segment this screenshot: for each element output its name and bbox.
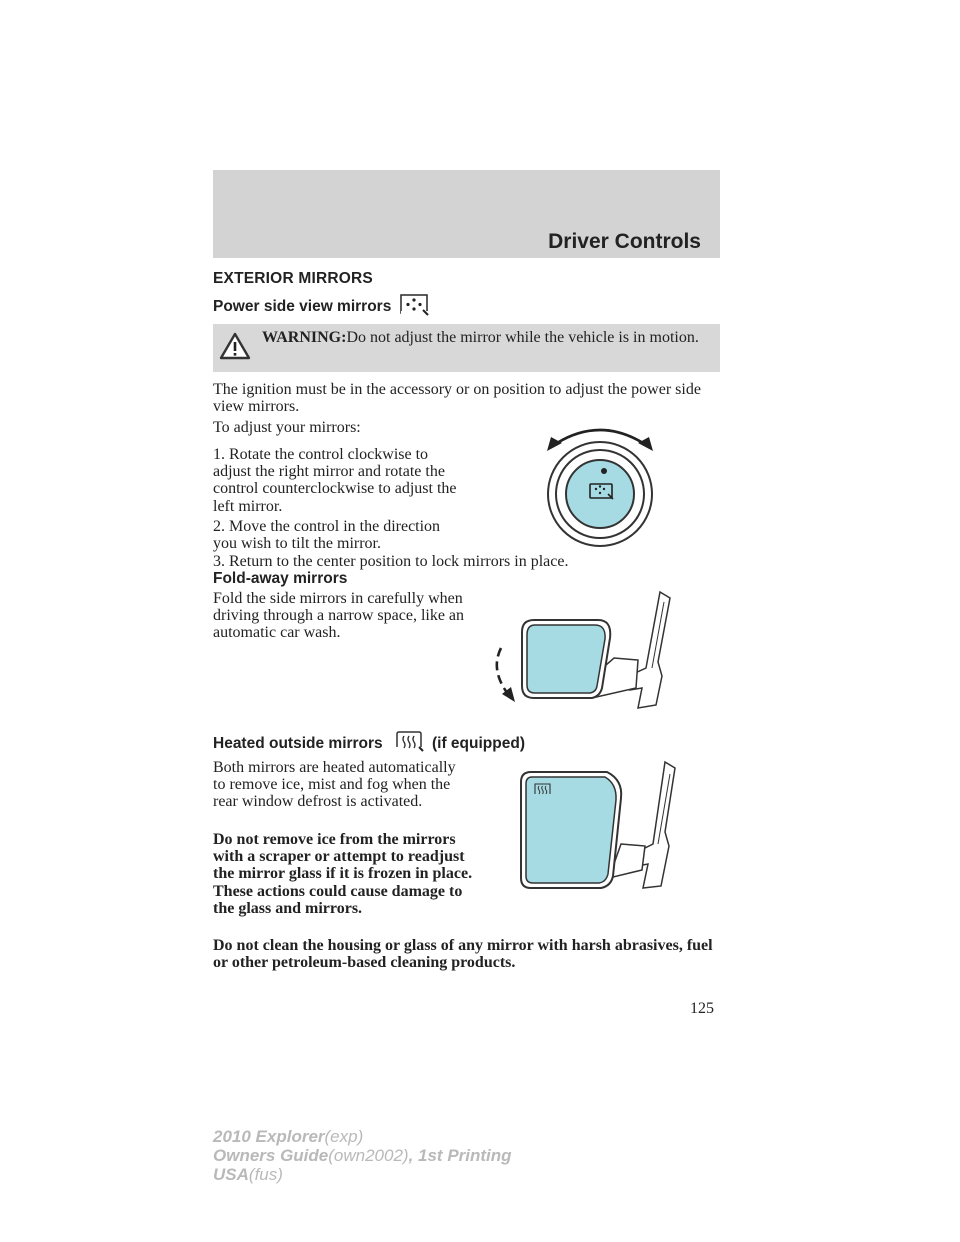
- fold-away-heading: Fold-away mirrors: [213, 570, 348, 587]
- mirror-control-knob-illustration: [525, 415, 675, 555]
- footer-line-2: [213, 1147, 512, 1164]
- fold-away-text: Fold the side mirrors in carefully when driving through a narrow space, like an automatic car wash.: [213, 590, 465, 642]
- heated-mirrors-text: Both mirrors are heated automatically to remove ice, mist and fog when the rear window defrost is activated.: [213, 759, 456, 811]
- footer-model: 2010 Explorer: [213, 1127, 325, 1146]
- adjust-lead: To adjust your mirrors:: [213, 419, 361, 436]
- footer-model-code: (exp): [324, 1127, 364, 1146]
- warning-triangle-icon: [219, 332, 251, 360]
- step-1: 1. Rotate the control clockwise to adjust the right mirror and rotate the control counterclockwise to adjust the left mirror.: [213, 446, 457, 515]
- power-mirrors-heading: Power side view mirrors: [213, 298, 392, 315]
- footer-printing: , 1st Printing: [408, 1146, 512, 1165]
- footer-market: USA: [213, 1165, 249, 1184]
- fold-away-mirror-illustration: [488, 590, 678, 715]
- heated-mirrors-heading: Heated outside mirrors: [213, 735, 383, 752]
- section-title: EXTERIOR MIRRORS: [213, 270, 373, 287]
- power-mirror-icon: [400, 294, 430, 316]
- heated-mirrors-caution: Do not remove ice from the mirrors with a scraper or attempt to readjust the mirror glass if it is frozen in place. These actions could cause damage to the glass and mirrors.: [213, 831, 473, 917]
- footer-line-1: [213, 1128, 363, 1145]
- warning-text: [262, 329, 712, 346]
- warning-message: Do not adjust the mirror while the vehicle is in motion.: [346, 329, 699, 346]
- step-2: 2. Move the control in the direction you wish to tilt the mirror.: [213, 518, 441, 553]
- page-number: 125: [690, 1000, 714, 1017]
- mirror-cleaning-caution: Do not clean the housing or glass of any mirror with harsh abrasives, fuel or other petroleum-based cleaning products.: [213, 937, 713, 972]
- section-header-title: Driver Controls: [548, 230, 701, 253]
- power-mirrors-intro: The ignition must be in the accessory or on position to adjust the power side view mirrors.: [213, 381, 701, 416]
- footer-market-code: (fus): [248, 1165, 283, 1184]
- header-bar: [213, 170, 720, 258]
- heated-mirror-illustration: [515, 760, 680, 895]
- defrost-icon: [395, 730, 425, 752]
- footer-guide: Owners Guide: [213, 1146, 329, 1165]
- footer-guide-code: (own2002): [328, 1146, 409, 1165]
- footer-line-3: [213, 1166, 283, 1183]
- heated-mirrors-suffix: (if equipped): [432, 735, 525, 752]
- step-3: 3. Return to the center position to lock mirrors in place.: [213, 553, 569, 570]
- warning-label: WARNING:: [262, 329, 347, 346]
